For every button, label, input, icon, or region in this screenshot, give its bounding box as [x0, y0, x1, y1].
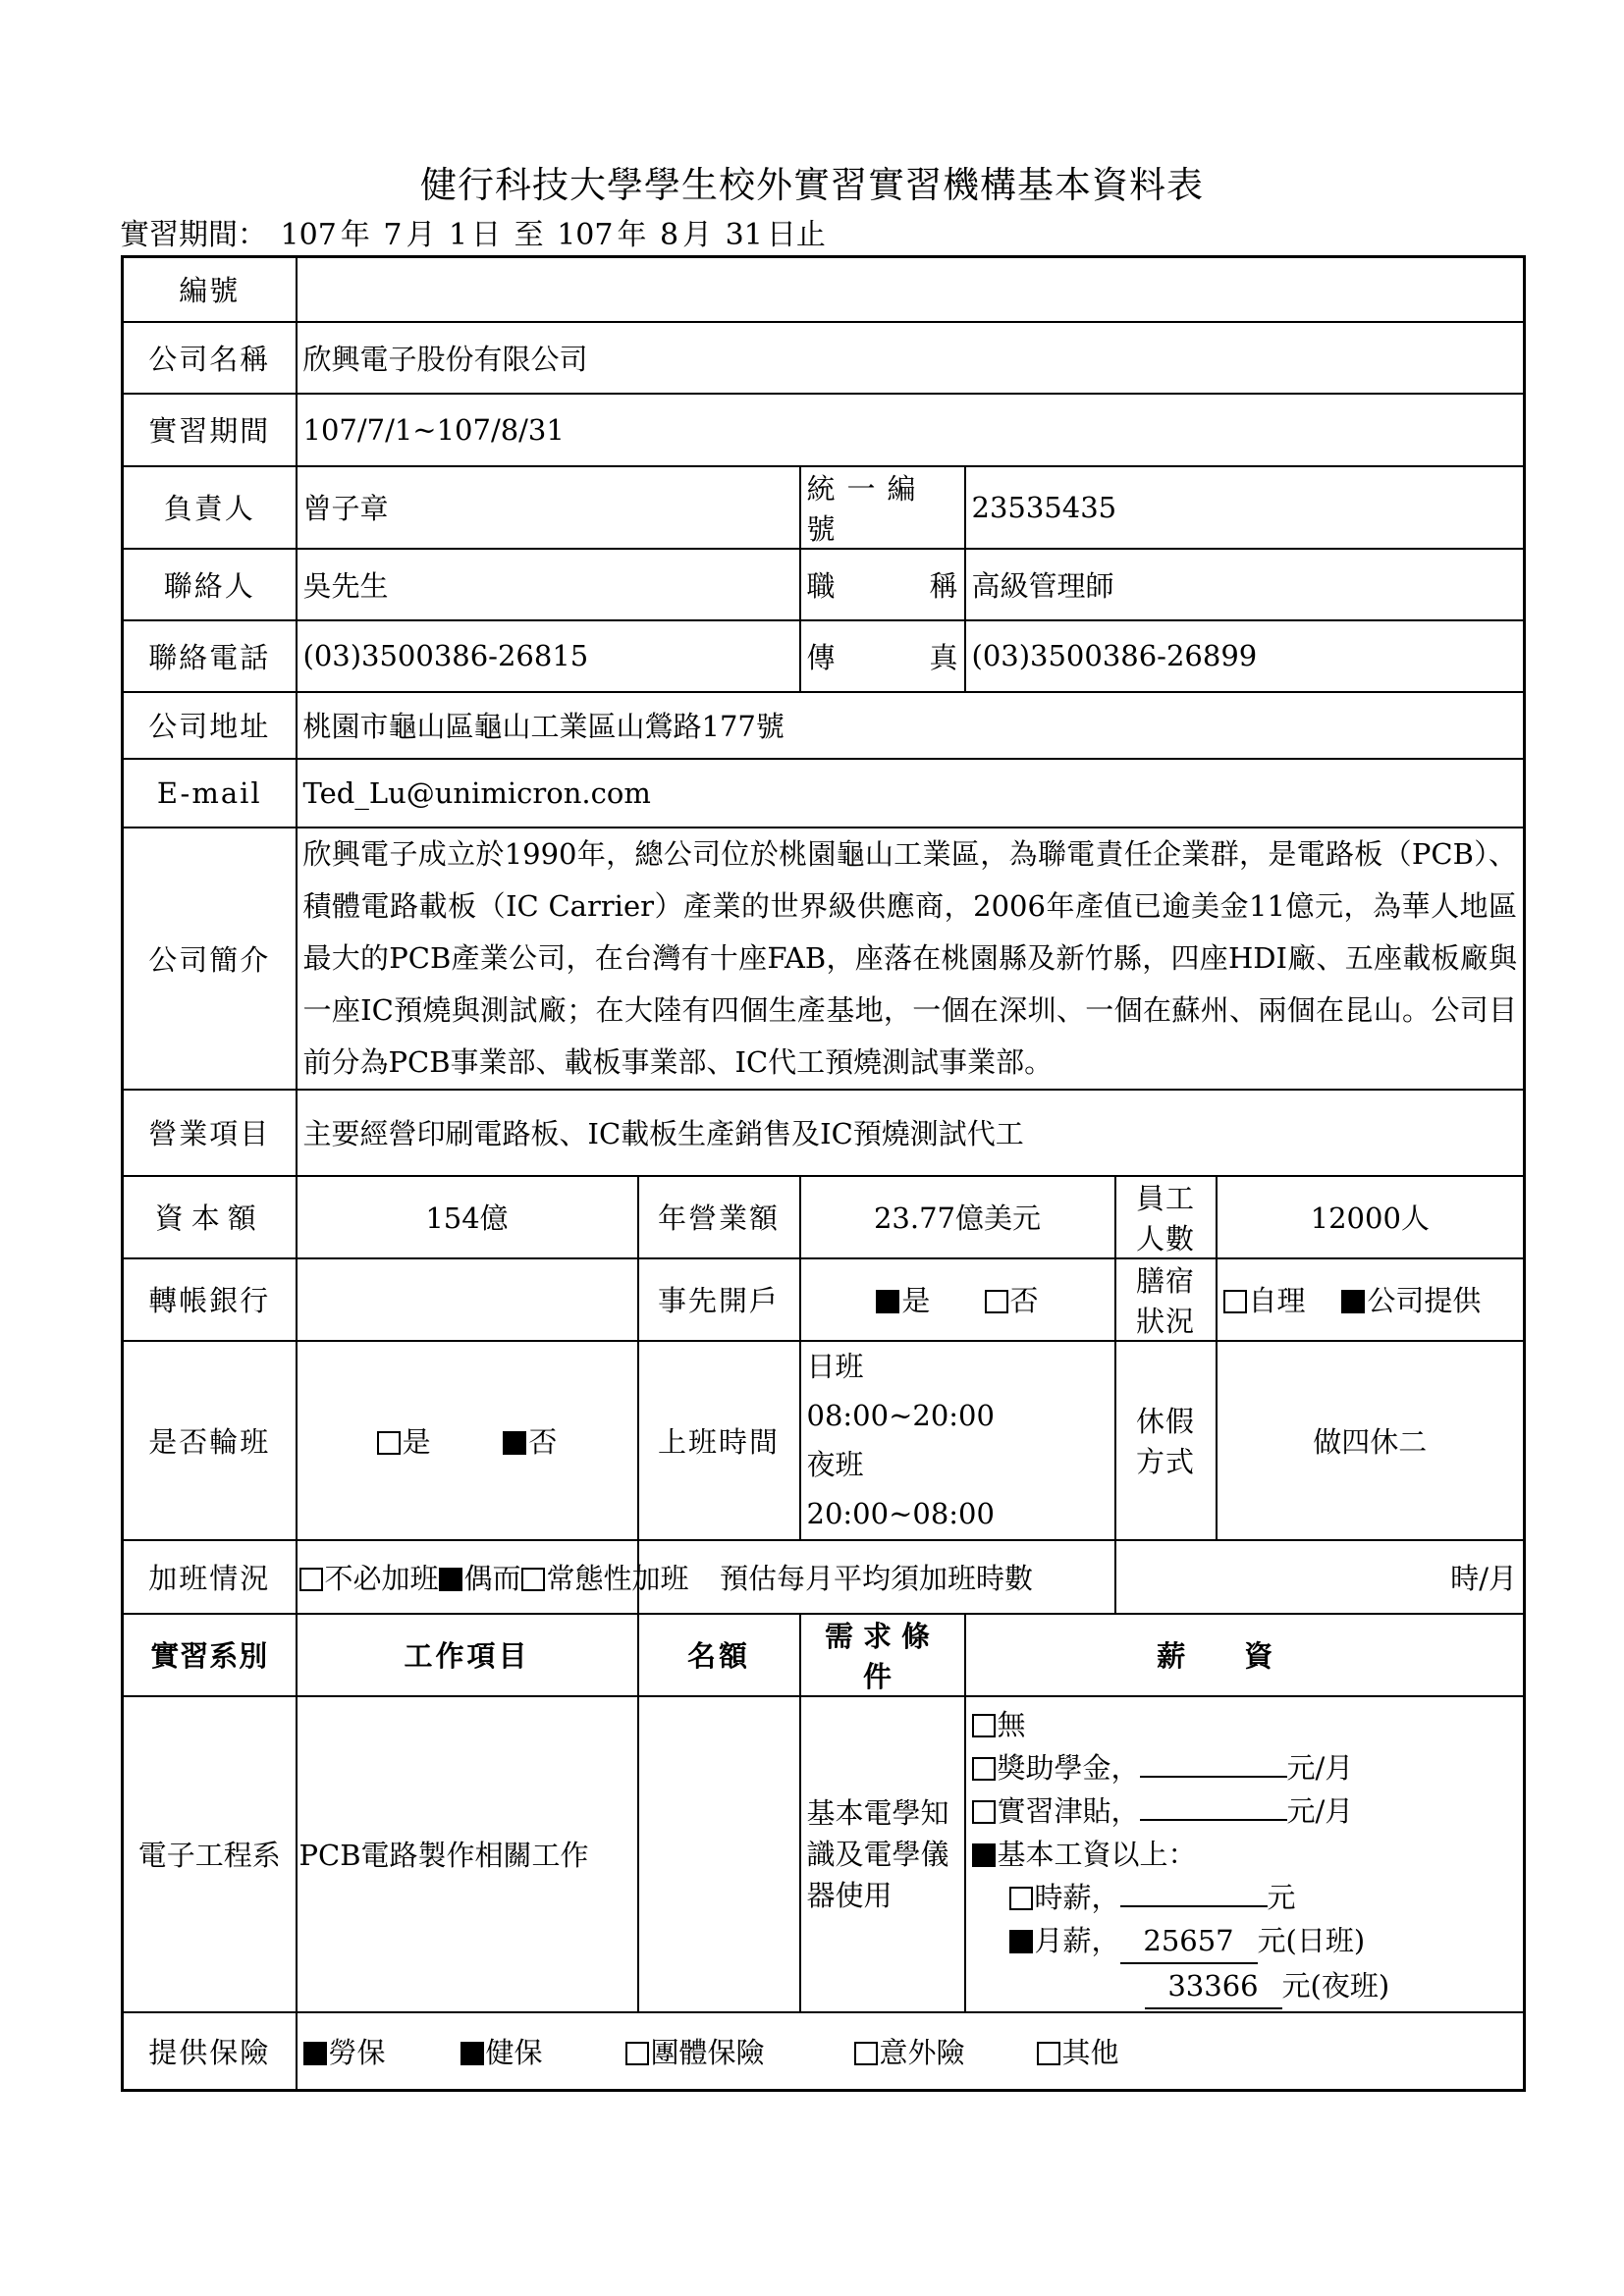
insurance-health-label: 健保 — [485, 2035, 543, 2069]
revenue-label: 年營業額 — [638, 1176, 800, 1258]
shift-no[interactable] — [503, 1425, 557, 1459]
overtime-occasional-label: 偶而 — [463, 1561, 521, 1595]
tax-id-label — [800, 466, 965, 549]
bank-label: 轉帳銀行 — [123, 1258, 297, 1341]
checkbox-icon[interactable] — [1009, 1887, 1033, 1910]
overtime-none[interactable] — [299, 1562, 439, 1595]
pre-account-no[interactable] — [985, 1284, 1039, 1317]
salary-monthly[interactable] — [972, 1919, 1518, 1964]
internship-period-value: 107/7/1~107/8/31 — [297, 394, 1525, 466]
period-start-year: 107 — [280, 218, 337, 252]
overtime-hours-label: 預估每月平均須加班時數 — [638, 1540, 1115, 1614]
number-value — [297, 257, 1525, 322]
period-start-day: 1 — [449, 218, 468, 252]
salary-monthly-night — [972, 1964, 1518, 2009]
day-shift-label: 日班 — [806, 1350, 864, 1383]
checkbox-checked-icon[interactable] — [460, 2042, 484, 2065]
contact-label: 聯絡人 — [123, 549, 297, 620]
period-day-end-unit: 日止 — [766, 218, 826, 252]
salary-basic-label: 基本工資以上： — [997, 1837, 1197, 1871]
period-end-year: 107 — [557, 218, 614, 252]
insurance-labor-label: 勞保 — [328, 2035, 386, 2069]
checkbox-checked-icon[interactable] — [972, 1843, 996, 1867]
insurance-accident[interactable] — [854, 2031, 1037, 2071]
scholarship-unit: 元/月 — [1286, 1750, 1354, 1785]
salary-basic[interactable] — [972, 1833, 1518, 1876]
hourly-unit: 元 — [1267, 1880, 1296, 1914]
address-label: 公司地址 — [123, 692, 297, 759]
day-shift-time: 08:00~20:00 — [806, 1399, 995, 1432]
checkbox-icon[interactable] — [625, 2042, 649, 2065]
checkbox-icon[interactable] — [985, 1290, 1008, 1313]
salary-none-label: 無 — [997, 1707, 1026, 1741]
row-work: PCB電路製作相關工作 — [297, 1696, 638, 2012]
checkbox-icon[interactable] — [521, 1568, 545, 1591]
overtime-hours-value: 時/月 — [1115, 1540, 1525, 1614]
salary-allowance[interactable] — [972, 1789, 1518, 1833]
job-title-label — [800, 549, 965, 620]
overtime-occasional[interactable] — [439, 1562, 521, 1595]
form-title: 健行科技大學學生校外實習實習機構基本資料表 — [420, 164, 1204, 206]
capital-label: 資本額 — [123, 1176, 297, 1258]
capital-value: 154億 — [297, 1176, 638, 1258]
pre-account-no-label: 否 — [1009, 1284, 1039, 1317]
company-name-label: 公司名稱 — [123, 322, 297, 394]
row-quota — [638, 1696, 800, 2012]
bank-value — [297, 1258, 638, 1341]
lodging-options — [1217, 1258, 1525, 1341]
overtime-regular-label: 常態性加班 — [546, 1561, 689, 1595]
salary-none[interactable] — [972, 1703, 1518, 1746]
allowance-unit: 元/月 — [1286, 1793, 1354, 1828]
period-line — [120, 210, 830, 253]
contact-value: 吳先生 — [297, 549, 800, 620]
period-month-unit: 月 — [682, 218, 713, 252]
row-dept: 電子工程系 — [123, 1696, 297, 2012]
period-to: 至 — [514, 218, 544, 252]
insurance-accident-label: 意外險 — [879, 2035, 965, 2069]
owner-label: 負責人 — [123, 466, 297, 549]
email-value: Ted_Lu@unimicron.com — [297, 759, 1525, 828]
number-label: 編號 — [123, 257, 297, 322]
work-hours-value — [800, 1341, 1115, 1540]
shift-yes[interactable] — [377, 1425, 431, 1459]
tax-id-label-text: 統一編號 — [806, 471, 928, 546]
company-name-value: 欣興電子股份有限公司 — [297, 322, 1525, 394]
scholarship-blank[interactable] — [1140, 1776, 1287, 1778]
salary-scholarship-label: 獎助學金， — [997, 1750, 1140, 1785]
period-year-unit: 年 — [340, 218, 370, 252]
salary-hourly-label: 時薪， — [1034, 1880, 1120, 1914]
salary-allowance-label: 實習津貼， — [997, 1793, 1140, 1828]
lodging-label: 膳宿狀況 — [1115, 1258, 1217, 1341]
job-title-value: 高級管理師 — [965, 549, 1525, 620]
checkbox-icon[interactable] — [854, 2042, 878, 2065]
intro-label: 公司簡介 — [123, 828, 297, 1090]
fax-label — [800, 620, 965, 692]
header-requirements: 需求條件 — [800, 1614, 965, 1696]
insurance-label: 提供保險 — [123, 2012, 297, 2091]
allowance-blank[interactable] — [1140, 1819, 1287, 1821]
pre-account-label: 事先開戶 — [638, 1258, 800, 1341]
salary-scholarship[interactable] — [972, 1746, 1518, 1789]
insurance-options — [297, 2012, 1525, 2091]
checkbox-icon[interactable] — [972, 1757, 996, 1781]
employees-value: 12000人 — [1217, 1176, 1525, 1258]
shift-yes-label: 是 — [402, 1424, 431, 1459]
period-year-unit: 年 — [617, 218, 647, 252]
header-salary: 薪資 — [965, 1614, 1525, 1696]
insurance-other[interactable] — [1037, 2036, 1119, 2069]
pre-account-yes[interactable] — [876, 1284, 930, 1317]
work-hours-label: 上班時間 — [638, 1341, 800, 1540]
pre-account-yes-label: 是 — [901, 1284, 931, 1317]
night-shift-time: 20:00~08:00 — [806, 1497, 995, 1530]
checkbox-checked-icon[interactable] — [1341, 1290, 1365, 1313]
revenue-value: 23.77億美元 — [800, 1176, 1115, 1258]
intro-value: 欣興電子成立於1990年，總公司位於桃園龜山工業區，為聯電責任企業群，是電路板（PCB）、積體電路載板（IC Carrier）產業的世界級供應商，2006年產值已逾美金11億元，為華人地區最大的PCB產業公司，在台灣有十座FAB，座落在桃園縣及新竹縣，四座HDI廠、五座載板廠與一座IC預燒與測試廠；在大陸有四個生產基地，一個在深圳、一個在蘇州、兩個在昆山。公司目前分為PCB事業部、載板事業部、IC代工預燒測試事業部。 — [297, 828, 1525, 1090]
overtime-none-label: 不必加班 — [324, 1561, 439, 1595]
checkbox-icon[interactable] — [1037, 2042, 1060, 2065]
insurance-group-label: 團體保險 — [650, 2035, 765, 2069]
tax-id-value: 23535435 — [965, 466, 1525, 549]
header-work: 工作項目 — [297, 1614, 638, 1696]
checkbox-icon[interactable] — [377, 1431, 401, 1455]
checkbox-icon[interactable] — [972, 1800, 996, 1824]
checkbox-icon[interactable] — [972, 1714, 996, 1737]
monthly-night-amount[interactable]: 33366 — [1145, 1964, 1282, 2009]
lodging-self-label: 自理 — [1248, 1284, 1306, 1317]
period-day-unit: 日 — [471, 218, 502, 252]
hourly-blank[interactable] — [1120, 1905, 1268, 1907]
night-shift-label: 夜班 — [806, 1448, 864, 1481]
overtime-options — [297, 1540, 689, 1614]
overtime-label: 加班情況 — [123, 1540, 297, 1614]
shift-options — [297, 1341, 638, 1540]
phone-label: 聯絡電話 — [123, 620, 297, 692]
salary-hourly[interactable] — [972, 1876, 1518, 1919]
owner-value: 曾子章 — [297, 466, 800, 549]
period-label: 實習期間： — [120, 218, 267, 252]
pre-account-options — [800, 1258, 1115, 1341]
email-label: E-mail — [123, 759, 297, 828]
fax-label-b: 真 — [929, 640, 958, 674]
header-dept: 實習系別 — [123, 1614, 297, 1696]
phone-value: (03)3500386-26815 — [297, 620, 800, 692]
insurance-other-label: 其他 — [1061, 2035, 1119, 2069]
monthly-day-unit: 元(日班) — [1257, 1923, 1366, 1957]
fax-value: (03)3500386-26899 — [965, 620, 1525, 692]
checkbox-checked-icon[interactable] — [439, 1568, 462, 1591]
lodging-company-label: 公司提供 — [1367, 1284, 1482, 1317]
period-start-month: 7 — [383, 218, 403, 252]
business-value: 主要經營印刷電路板、IC載板生產銷售及IC預燒測試代工 — [297, 1090, 1525, 1176]
lodging-self[interactable] — [1223, 1284, 1306, 1317]
row-requirements: 基本電學知識及電學儀器使用 — [800, 1696, 965, 2012]
job-title-label-a: 職 — [806, 568, 836, 603]
period-end-day: 31 — [725, 218, 763, 252]
fax-label-a: 傳 — [806, 640, 836, 674]
checkbox-icon[interactable] — [1223, 1290, 1247, 1313]
leave-value: 做四休二 — [1217, 1341, 1525, 1540]
address-value: 桃園市龜山區龜山工業區山鶯路177號 — [297, 692, 1525, 759]
shift-no-label: 否 — [528, 1424, 558, 1459]
business-label: 營業項目 — [123, 1090, 297, 1176]
period-month-unit: 月 — [406, 218, 436, 252]
checkbox-checked-icon[interactable] — [303, 2042, 327, 2065]
job-title-label-b: 稱 — [929, 568, 958, 603]
checkbox-checked-icon[interactable] — [503, 1431, 526, 1455]
salary-monthly-label: 月薪， — [1034, 1923, 1120, 1957]
employees-label: 員工人數 — [1115, 1176, 1217, 1258]
monthly-night-unit: 元(夜班) — [1281, 1968, 1390, 2002]
overtime-regular[interactable] — [521, 1562, 689, 1595]
checkbox-checked-icon[interactable] — [1009, 1930, 1033, 1953]
monthly-day-amount[interactable]: 25657 — [1120, 1919, 1258, 1964]
internship-period-label: 實習期間 — [123, 394, 297, 466]
checkbox-checked-icon[interactable] — [876, 1290, 899, 1313]
shift-label: 是否輪班 — [123, 1341, 297, 1540]
insurance-health[interactable] — [460, 2031, 625, 2071]
insurance-group[interactable] — [625, 2031, 854, 2071]
period-end-month: 8 — [660, 218, 679, 252]
checkbox-icon[interactable] — [299, 1568, 323, 1591]
header-quota: 名額 — [638, 1614, 800, 1696]
insurance-labor[interactable] — [303, 2031, 460, 2071]
company-info-table — [121, 255, 1526, 2092]
leave-label: 休假方式 — [1115, 1341, 1217, 1540]
lodging-company[interactable] — [1341, 1284, 1481, 1317]
row-salary — [965, 1696, 1525, 2012]
